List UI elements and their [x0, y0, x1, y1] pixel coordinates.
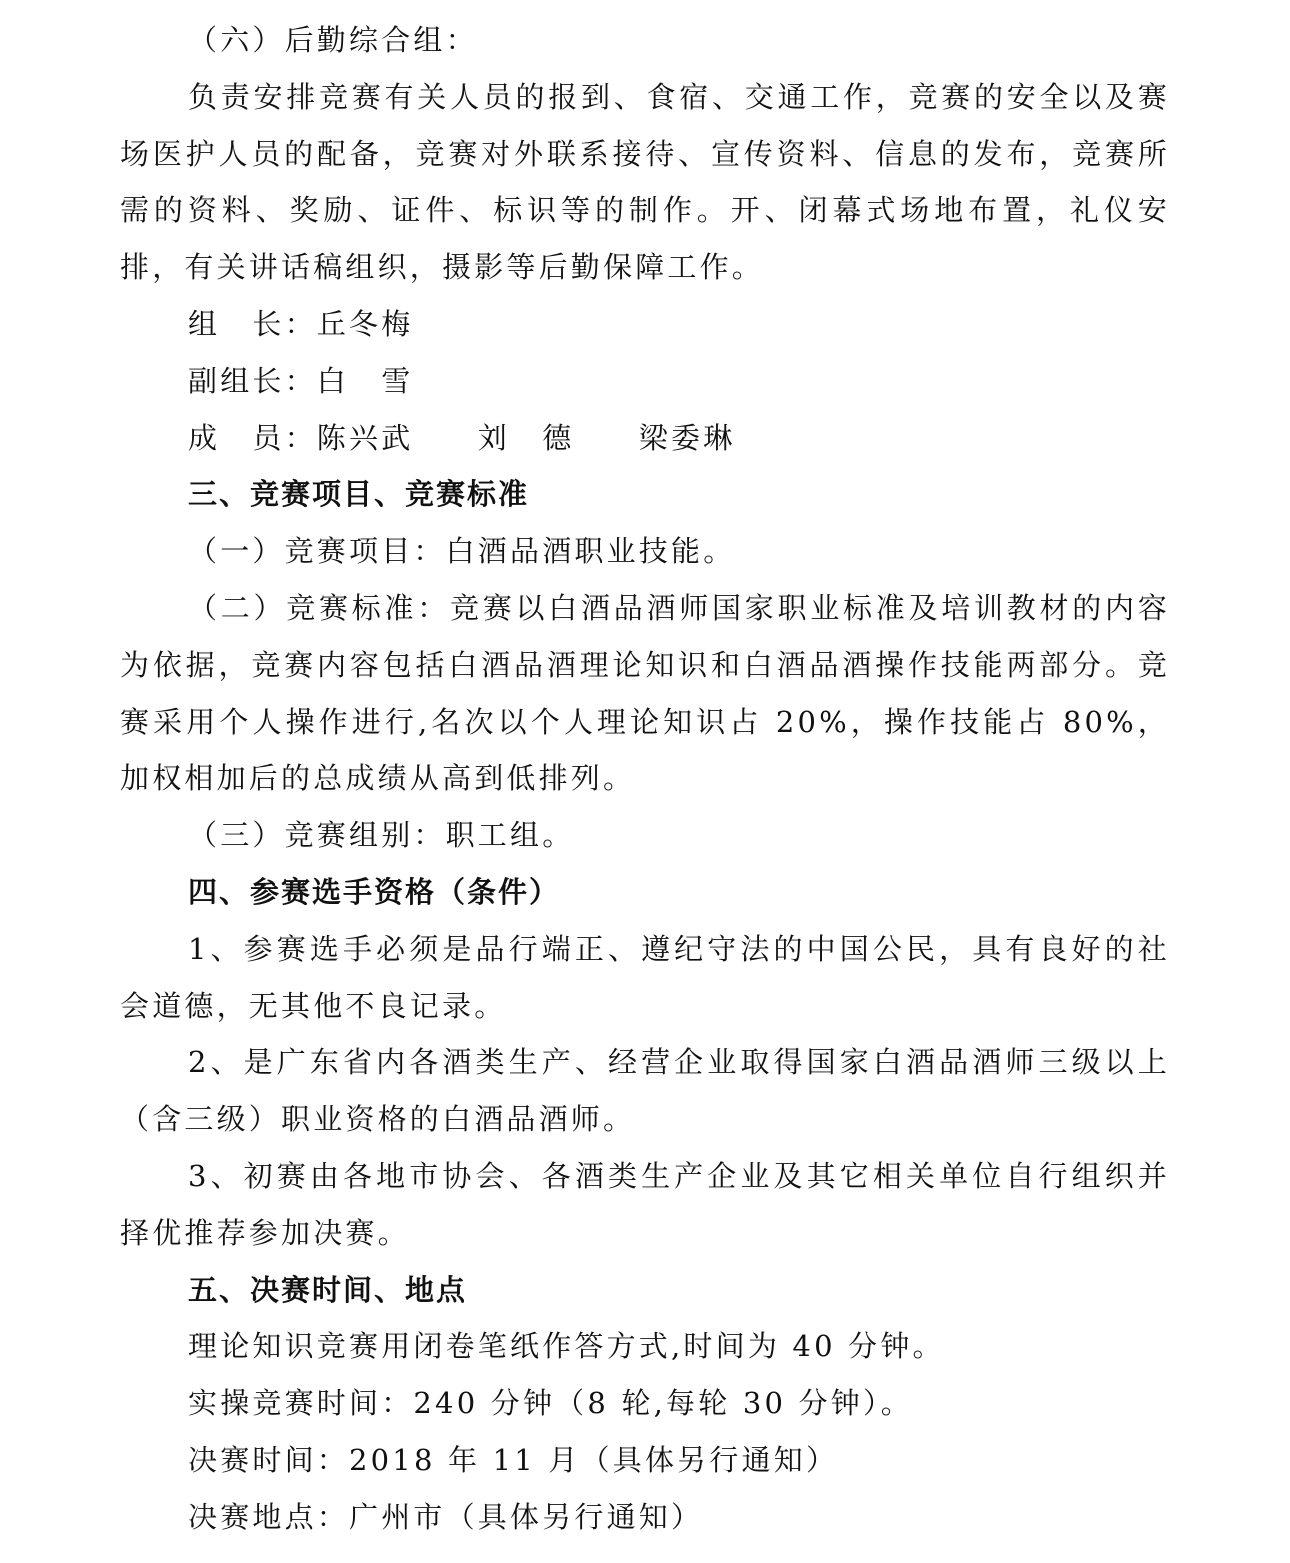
- section-6-body: 负责安排竞赛有关人员的报到、食宿、交通工作，竞赛的安全以及赛场医护人员的配备，竞赛对外联系接待、宣传资料、信息的发布，竞赛所需的资料、奖励、证件、标识等的制作。开、闭幕式场地布置，礼仪安排，有关讲话稿组织，摄影等后勤保障工作。: [120, 79, 1170, 285]
- qualification-2: 2、是广东省内各酒类生产、经营企业取得国家白酒品酒师三级以上（含三级）职业资格的白酒品酒师。: [120, 1045, 1170, 1137]
- deputy-group-leader: 副组长：白 雪: [188, 363, 414, 398]
- group-members: 成 员：陈兴武 刘 德 梁委琳: [188, 420, 736, 455]
- practical-exam-info: 实操竞赛时间：240 分钟（8 轮,每轮 30 分钟）。: [188, 1386, 913, 1421]
- heading-final-time-location: 五、决赛时间、地点: [188, 1272, 468, 1307]
- theory-exam-info: 理论知识竞赛用闭卷笔纸作答方式,时间为 40 分钟。: [188, 1329, 945, 1364]
- heading-participant-qualifications: 四、参赛选手资格（条件）: [188, 874, 561, 909]
- qualification-3: 3、初赛由各地市协会、各酒类生产企业及其它相关单位自行组织并择优推荐参加决赛。: [120, 1158, 1170, 1250]
- document-page: [120, 12, 1170, 1546]
- competition-standard: （二）竞赛标准：竞赛以白酒品酒师国家职业标准及培训教材的内容为依据，竞赛内容包括白酒品酒理论知识和白酒品酒操作技能两部分。竞赛采用个人操作进行,名次以个人理论知识占 20%，操作技能占 80%，加权相加后的总成绩从高到低排列。: [120, 590, 1170, 796]
- group-leader: 组 长：丘冬梅: [188, 306, 414, 341]
- heading-competition-items: 三、竞赛项目、竞赛标准: [188, 477, 530, 512]
- competition-group: （三）竞赛组别：职工组。: [188, 818, 575, 853]
- final-location: 决赛地点：广州市（具体另行通知）: [188, 1499, 704, 1534]
- competition-item: （一）竞赛项目：白酒品酒职业技能。: [188, 534, 736, 569]
- qualification-1: 1、参赛选手必须是品行端正、遵纪守法的中国公民，具有良好的社会道德，无其他不良记录。: [120, 931, 1170, 1023]
- final-time: 决赛时间：2018 年 11 月（具体另行通知）: [188, 1442, 839, 1477]
- section-6-title: （六）后勤综合组：: [188, 23, 478, 57]
